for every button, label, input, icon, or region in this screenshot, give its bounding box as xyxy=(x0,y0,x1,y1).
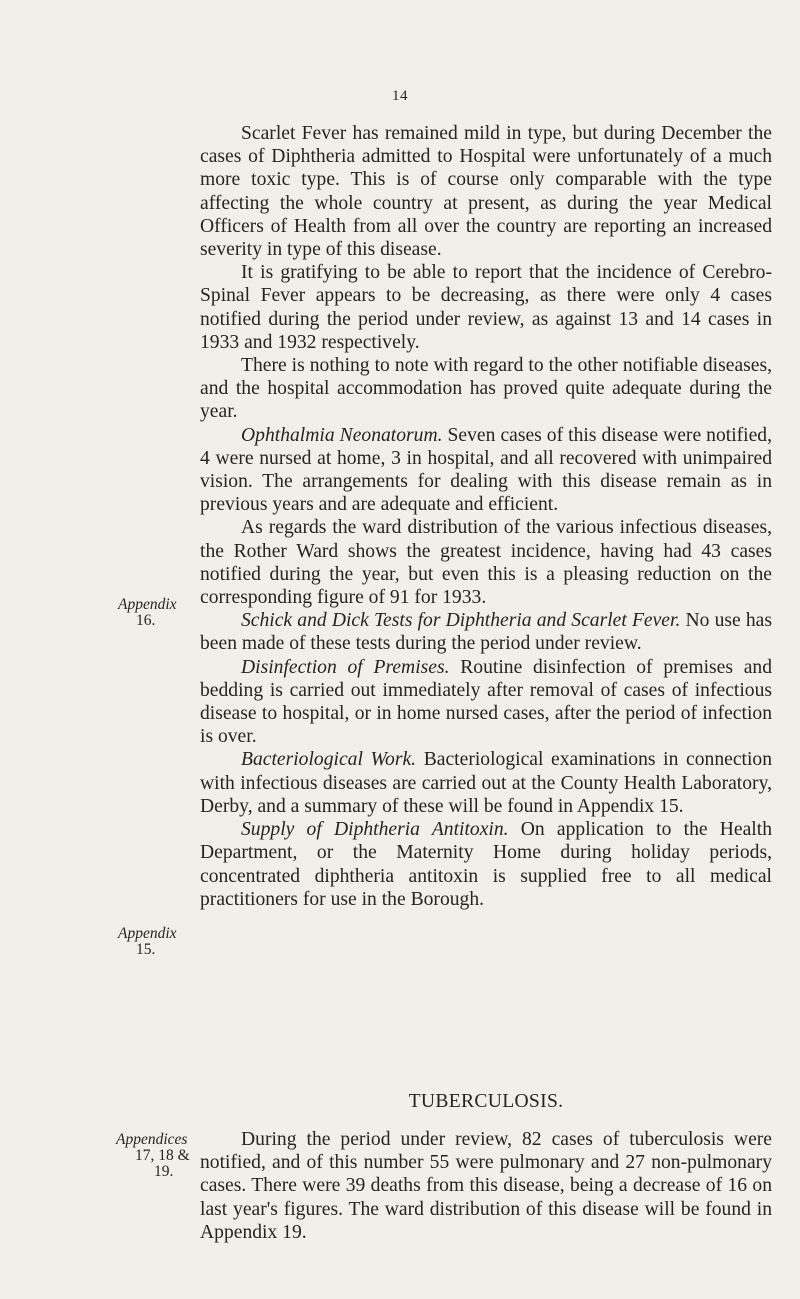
margin-note-appendix-15 xyxy=(118,926,208,958)
margin-note-appendices-17-19 xyxy=(116,1132,206,1180)
antitoxin-title: Supply of Diphtheria Antitoxin. xyxy=(241,819,509,841)
margin-note-number: 17, 18 & xyxy=(135,1147,190,1164)
ophthalmia-title: Ophthalmia Neonatorum. xyxy=(241,424,443,446)
margin-note-label: Appendix xyxy=(118,925,177,942)
notifiable-diseases-paragraph: There is nothing to note with regard to the other notifiable diseases, and the hospital accommodation has proved quite adequate during the year. xyxy=(200,355,772,423)
margin-note-number: 15. xyxy=(136,941,156,958)
disinfection-paragraph xyxy=(200,656,772,749)
page-number: 14 xyxy=(392,88,408,104)
tuberculosis-heading: TUBERCULOSIS. xyxy=(408,1091,564,1112)
bacteriological-title: Bacteriological Work. xyxy=(241,749,417,771)
antitoxin-text: On application to the Health Department, or the Maternity Home during holiday periods, concentrated diphtheria antitoxin is supplied free to all medical practitioners for use in the Borough. xyxy=(200,819,772,910)
main-text xyxy=(200,122,772,911)
schick-dick-paragraph xyxy=(200,609,772,655)
disinfection-text: Routine disinfection of premises and bedding is carried out immediately after removal of cases of infectious disease to hospital, or in home nursed cases, after the period of infection is over. xyxy=(200,656,772,748)
tuberculosis-section xyxy=(200,1128,772,1244)
tuberculosis-paragraph: During the period under review, 82 cases of tuberculosis were notified, and of this number 55 were pulmonary and 27 non-pulmonary cases. There were 39 deaths from this disease, being a decrease of 16 on last year's figures. The ward distribution of this disease will be found in Appendix 19. xyxy=(200,1129,772,1243)
schick-dick-text: No use has been made of these tests during the period under review. xyxy=(200,610,772,655)
bacteriological-text: Bacteriological examinations in connection with infectious diseases are carried out at the County Health Laboratory, Derby, and a summary of these will be found in Appendix 15. xyxy=(200,749,772,817)
margin-note-label: Appendices xyxy=(116,1131,188,1148)
margin-note-appendix-16 xyxy=(118,597,208,629)
ward-distribution-paragraph: As regards the ward distribution of the various infectious diseases, the Rother Ward shows the greatest incidence, having had 43 cases notified during the year, but even this is a pleasing reduction on the corresponding figure of 91 for 1933. xyxy=(200,517,772,609)
scarlet-fever-paragraph: Scarlet Fever has remained mild in type, but during December the cases of Diphtheria admitted to Hospital were unfortunately of a much more toxic type. This is of course only comparable with the type affecting the whole country at present, as during the year Medical Officers of Health from all over the country are reporting an increased severity in type of this disease. xyxy=(200,123,772,261)
disinfection-title: Disinfection of Premises. xyxy=(241,656,450,678)
margin-note-number-2: 19. xyxy=(154,1163,174,1180)
ophthalmia-text: Seven cases of this disease were notified, 4 were nursed at home, 3 in hospital, and all recovered with unimpaired vision. The arrangements for dealing with this disease remain as in previous years and are adequate and efficient. xyxy=(200,424,772,516)
cerebro-spinal-paragraph: It is gratifying to be able to report that the incidence of Cerebro-Spinal Fever appears to be decreasing, as there were only 4 cases notified during the period under review, as against 13 and 14 cases in 1933 and 1932 respectively. xyxy=(200,262,772,353)
antitoxin-paragraph xyxy=(200,818,772,911)
bacteriological-paragraph xyxy=(200,748,772,818)
margin-note-label: Appendix xyxy=(118,596,177,613)
margin-note-number: 16. xyxy=(136,612,156,629)
schick-dick-title: Schick and Dick Tests for Diphtheria and Scarlet Fever. xyxy=(241,610,681,632)
ophthalmia-paragraph xyxy=(200,424,772,517)
